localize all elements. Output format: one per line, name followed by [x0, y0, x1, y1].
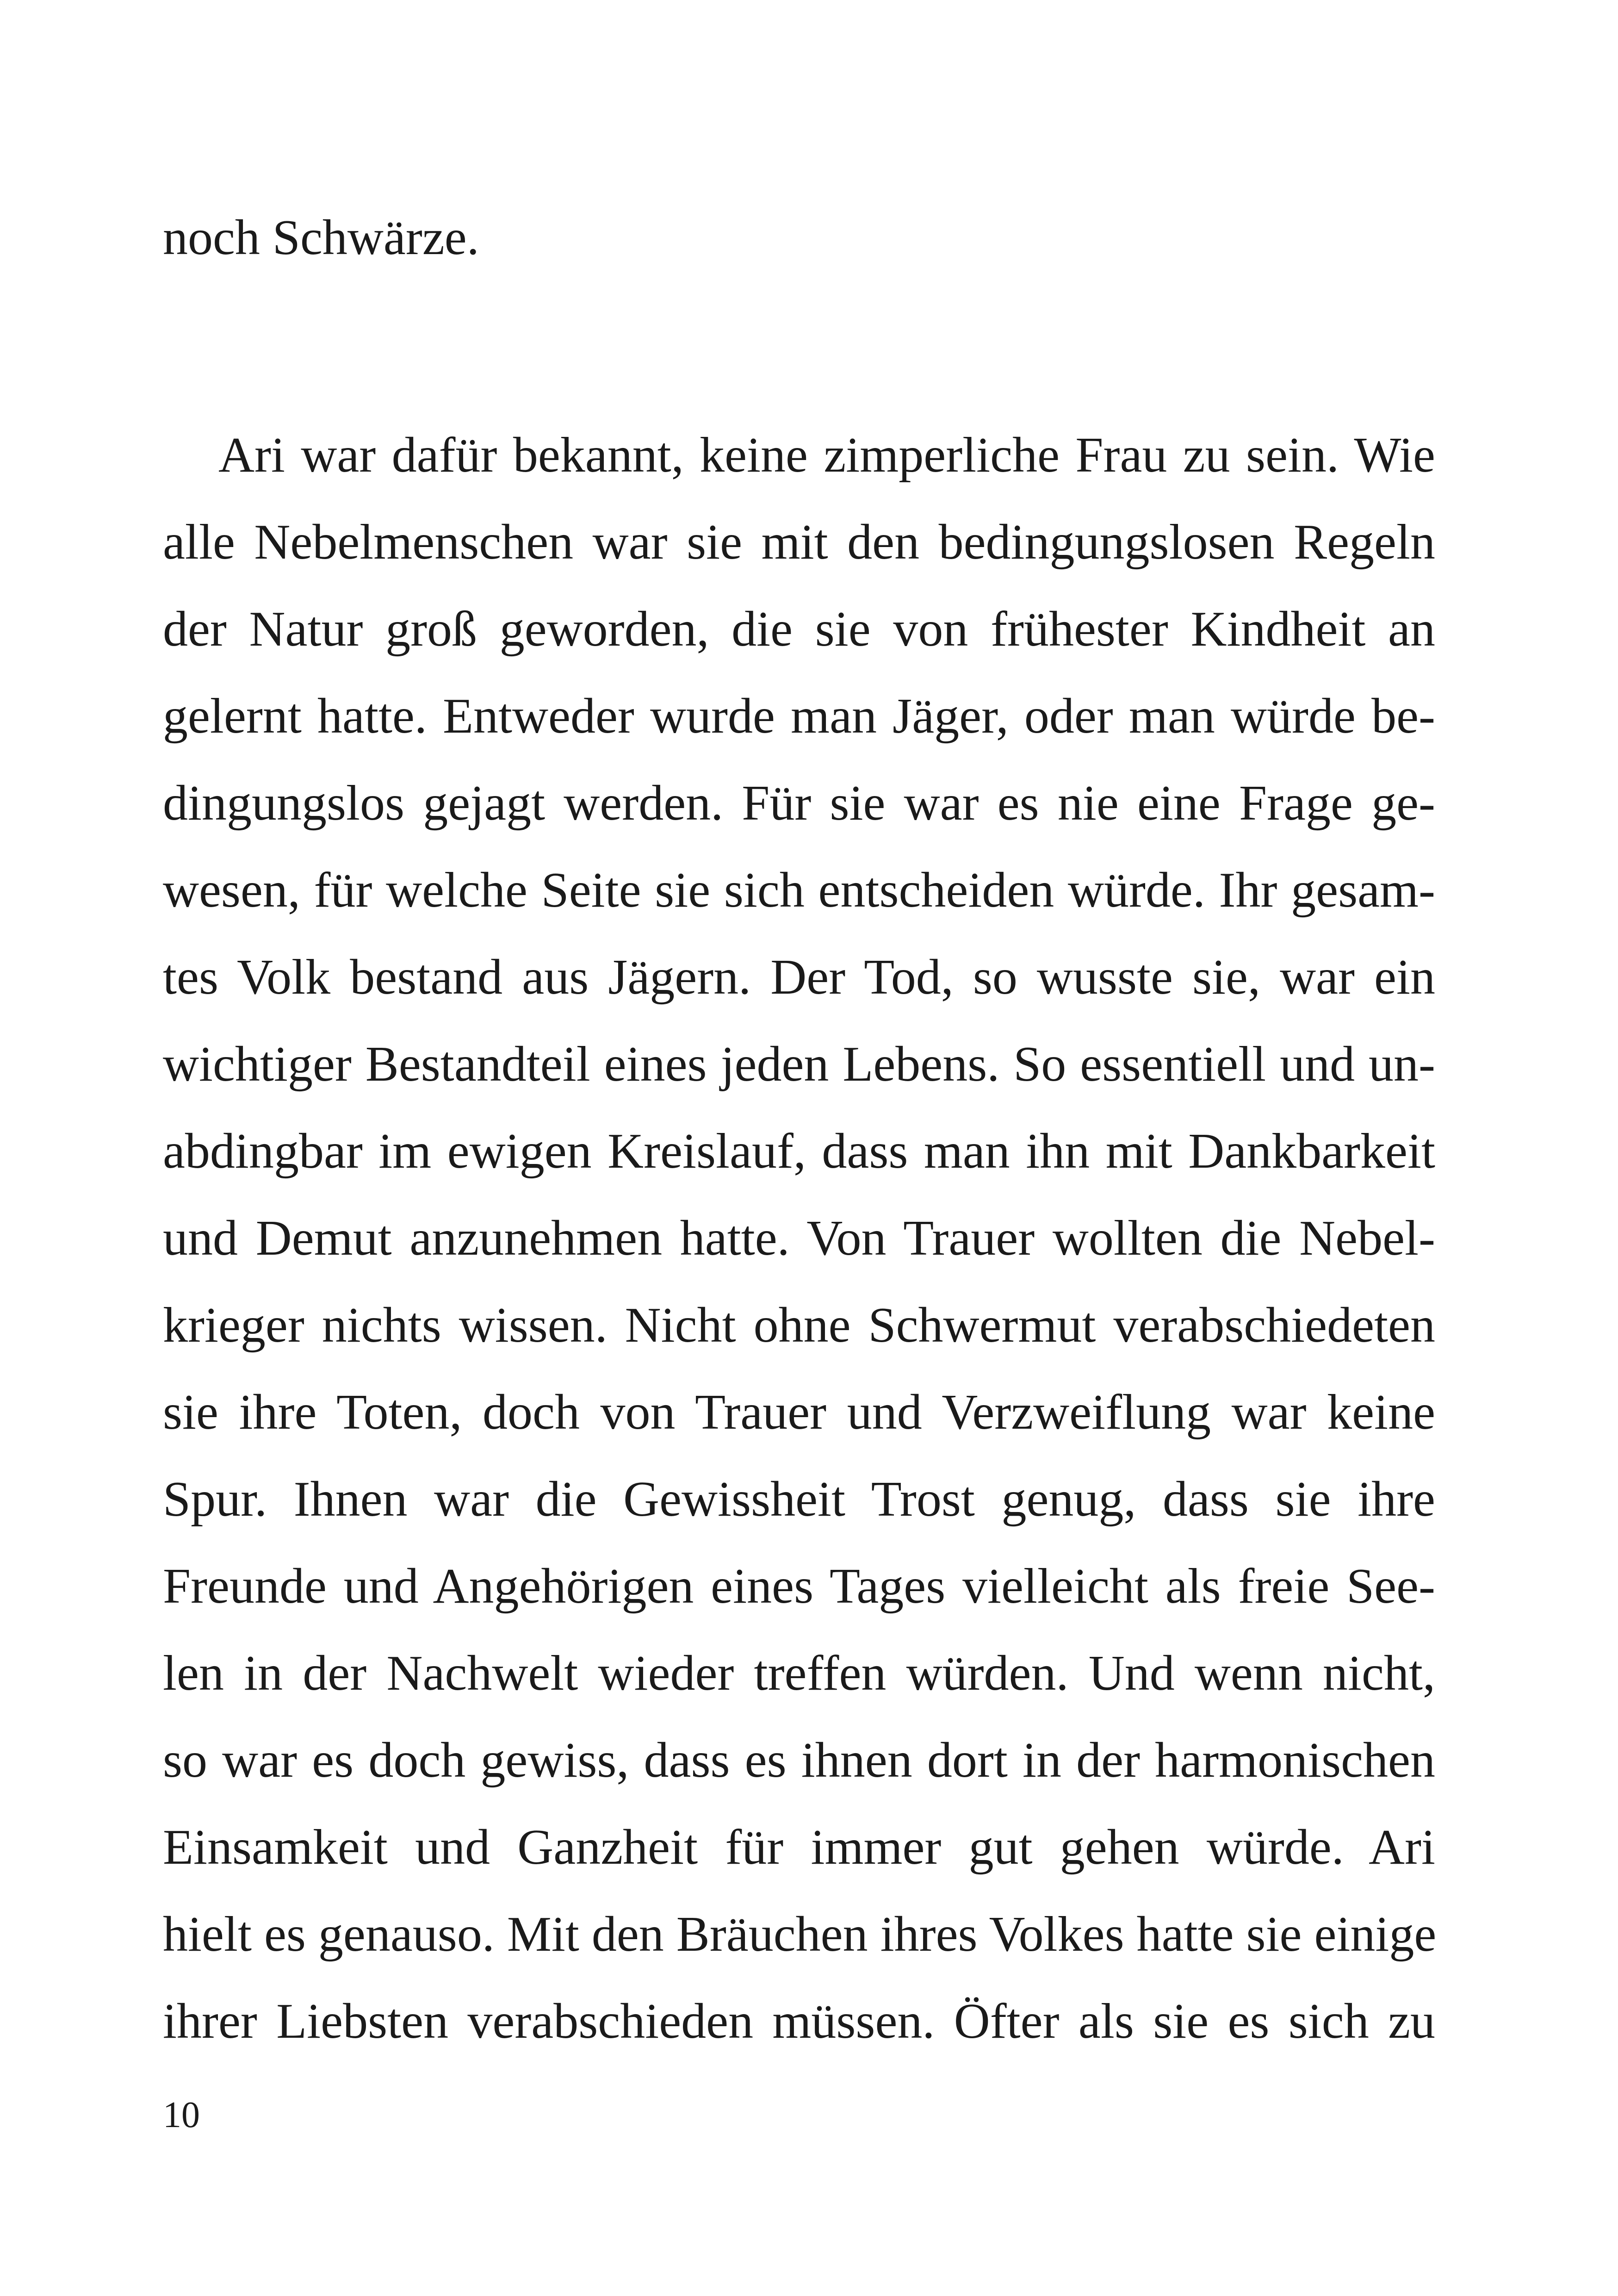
text-line: len in der Nachwelt wieder treffen würden. Und wenn nicht,	[163, 1646, 1435, 1701]
text-line: noch Schwärze.	[163, 210, 479, 265]
main-paragraph	[163, 412, 1435, 2065]
text-line: krieger nichts wissen. Nicht ohne Schwermut verabschiedeten	[163, 1298, 1435, 1353]
text-line: Ari war dafür bekannt, keine zimperliche Frau zu sein. Wie	[218, 428, 1435, 483]
text-line: Einsamkeit und Ganzheit für immer gut gehen würde. Ari	[163, 1820, 1435, 1875]
text-line: wesen, für welche Seite sie sich entscheiden würde. Ihr gesam-	[163, 863, 1435, 918]
text-line: und Demut anzunehmen hatte. Von Trauer wollten die Nebel-	[163, 1211, 1435, 1266]
text-line: der Natur groß geworden, die sie von frühester Kindheit an	[163, 602, 1435, 657]
text-line: Spur. Ihnen war die Gewissheit Trost genug, dass sie ihre	[163, 1472, 1435, 1527]
text-line: sie ihre Toten, doch von Trauer und Verzweiflung war keine	[163, 1385, 1435, 1440]
text-line: alle Nebelmenschen war sie mit den bedingungslosen Regeln	[163, 515, 1435, 570]
text-line: Freunde und Angehörigen eines Tages vielleicht als freie See-	[163, 1559, 1435, 1614]
text-line: wichtiger Bestandteil eines jeden Lebens. So essentiell und un-	[163, 1037, 1435, 1092]
text-line: so war es doch gewiss, dass es ihnen dort in der harmonischen	[163, 1733, 1435, 1788]
text-line: tes Volk bestand aus Jägern. Der Tod, so wusste sie, war ein	[163, 950, 1435, 1005]
text-line: dingungslos gejagt werden. Für sie war es nie eine Frage ge-	[163, 776, 1435, 831]
text-line: ihrer Liebsten verabschieden müssen. Öfter als sie es sich zu	[163, 1994, 1435, 2049]
text-line: hielt es genauso. Mit den Bräuchen ihres Volkes hatte sie einige	[163, 1907, 1437, 1962]
carry-over-text	[163, 194, 1435, 281]
text-line: gelernt hatte. Entweder wurde man Jäger, oder man würde be-	[163, 689, 1435, 744]
page-number: 10	[163, 2095, 200, 2135]
text-line: abdingbar im ewigen Kreislauf, dass man ihn mit Dankbarkeit	[163, 1124, 1435, 1179]
